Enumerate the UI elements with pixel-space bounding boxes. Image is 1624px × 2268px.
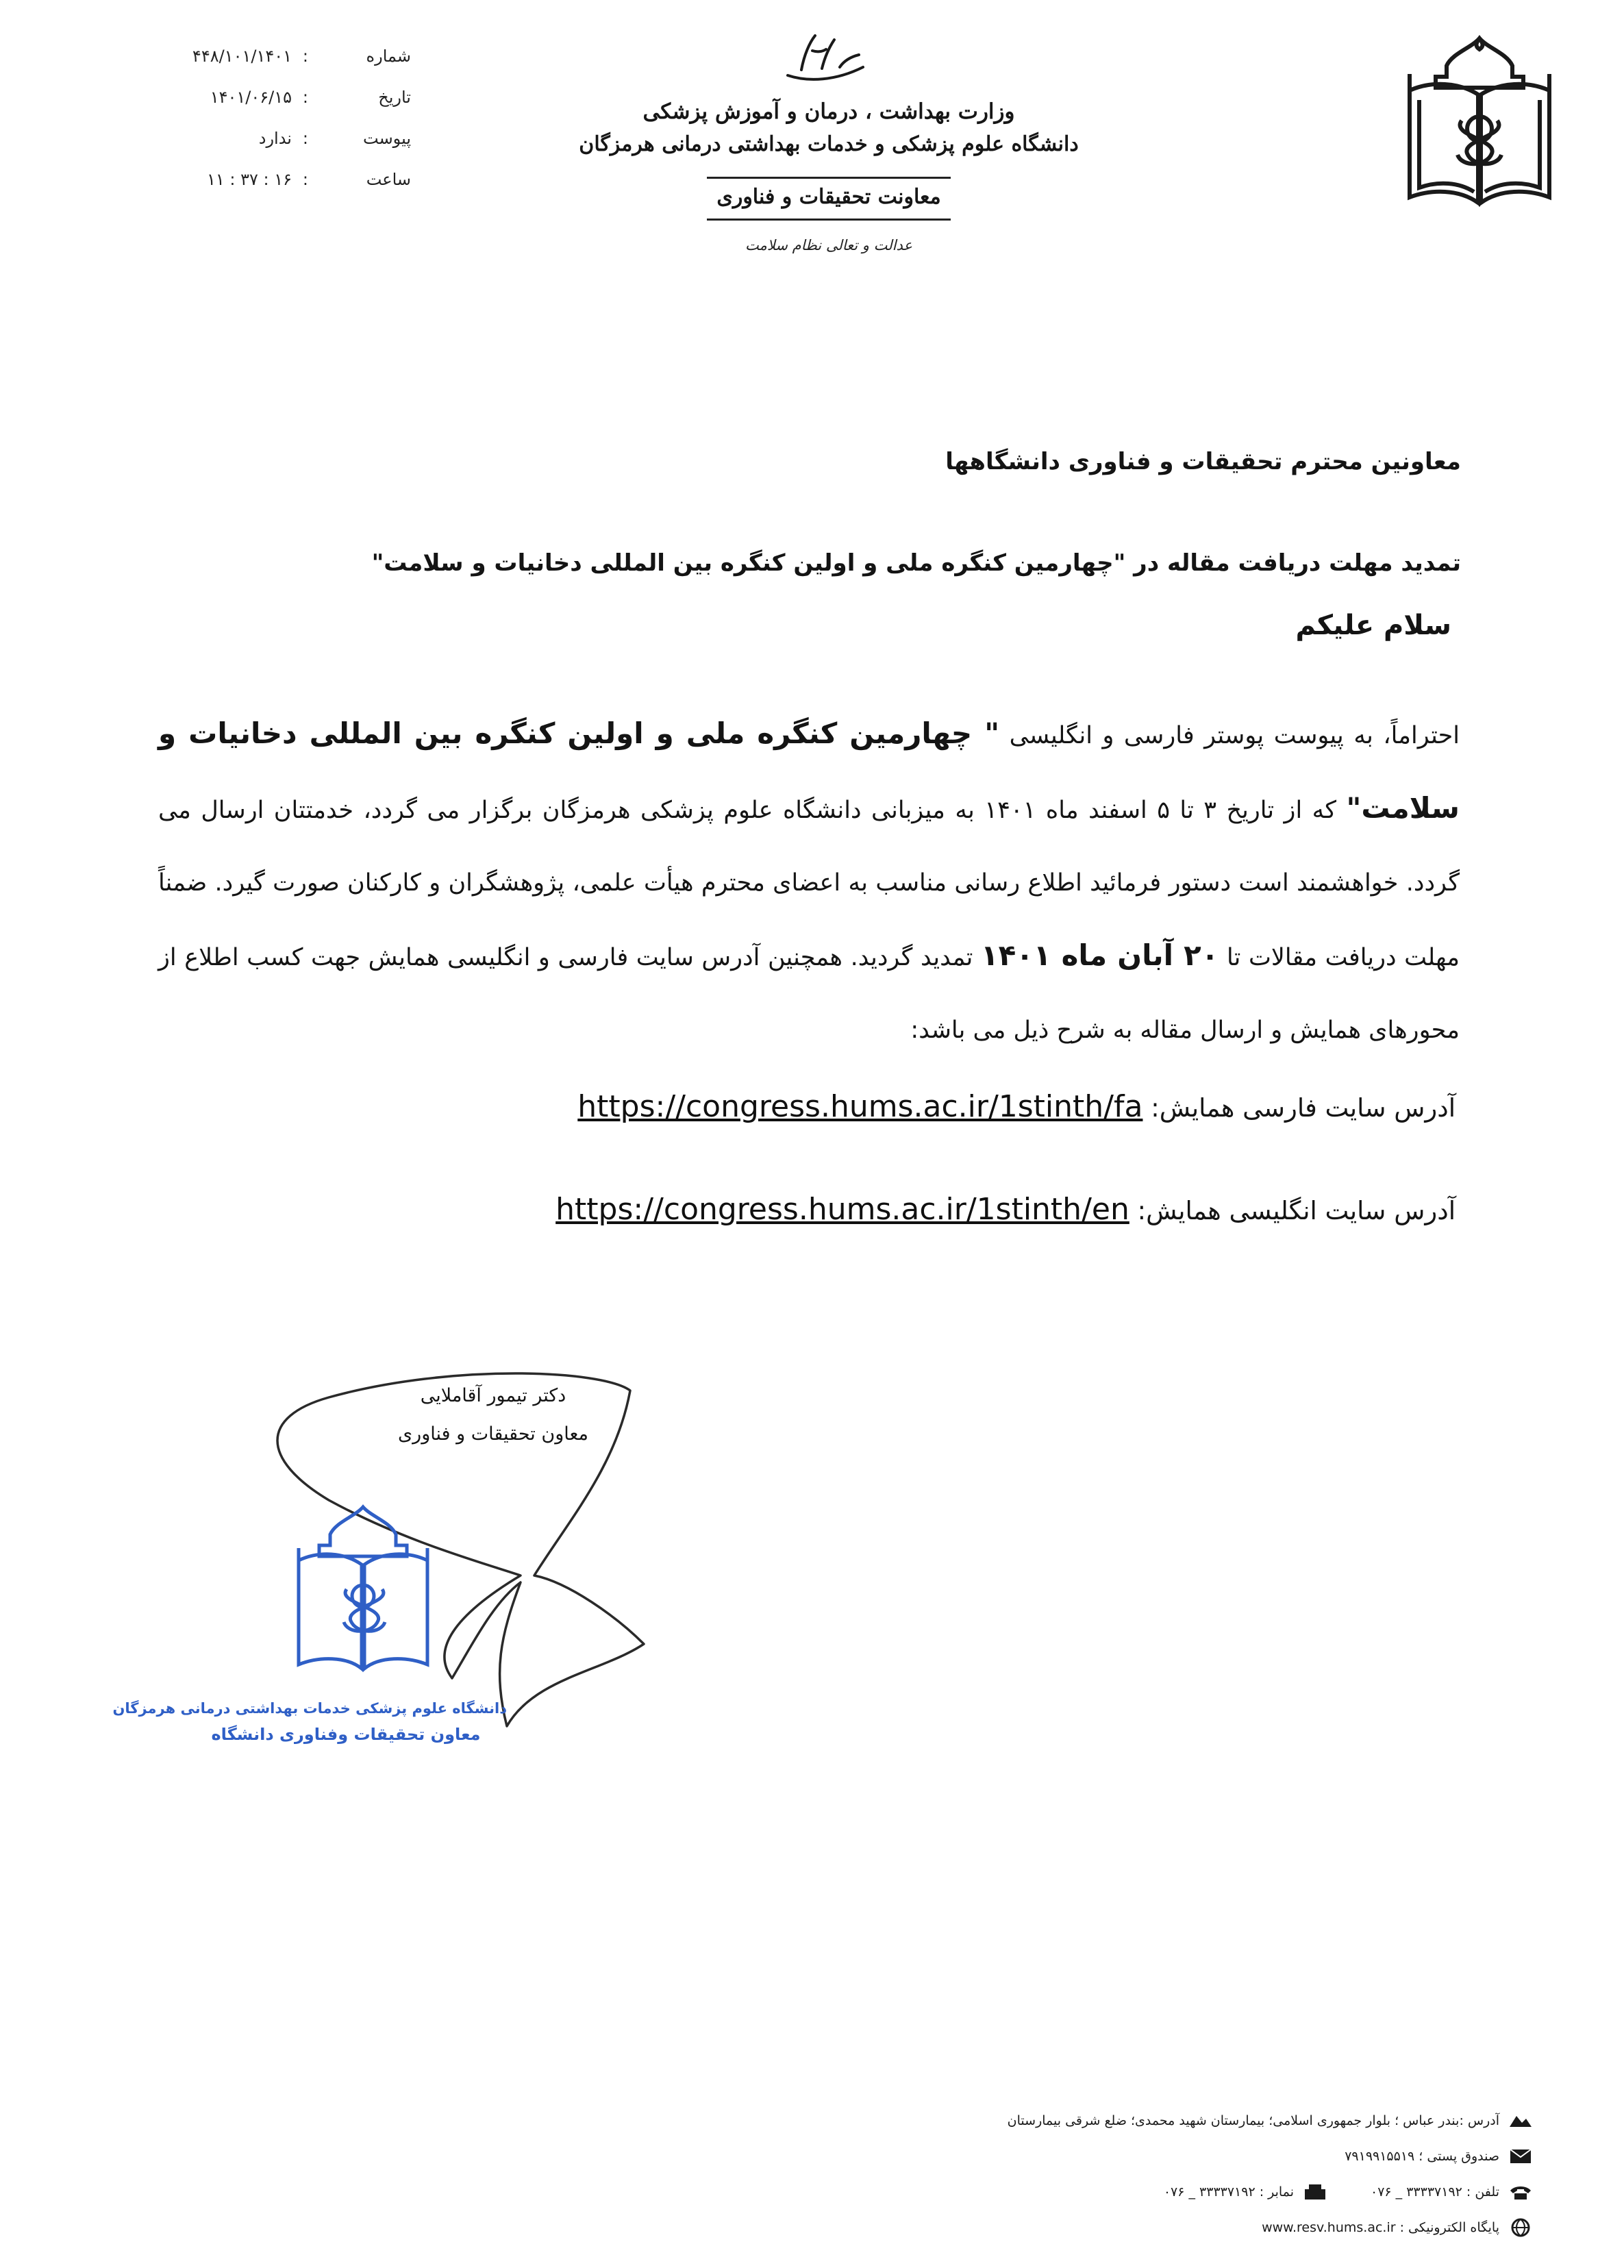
- meta-label: پیوست: [363, 129, 411, 148]
- persian-site-line: [577, 1089, 1456, 1124]
- university-logo-icon: [1404, 33, 1555, 210]
- slogan: عدالت و تعالی نظام سلامت: [745, 237, 912, 253]
- footer-phone-row: [850, 2174, 1535, 2210]
- footer-address-row: [850, 2103, 1535, 2139]
- meta-row-number: [158, 36, 411, 77]
- persian-site-label: آدرس سایت فارسی همایش:: [1151, 1093, 1456, 1123]
- meta-row-attachment: [158, 118, 411, 159]
- body-intro: احتراماً، به پیوست پوستر فارسی و انگلیسی: [999, 722, 1460, 749]
- meta-label: شماره: [366, 47, 411, 66]
- globe-icon: [1506, 2218, 1535, 2237]
- meta-value: ۴۴۸/۱۰۱/۱۴۰۱: [192, 47, 292, 66]
- signer-title: معاون تحقیقات و فناوری: [398, 1423, 588, 1445]
- footer-website[interactable]: پایگاه الکترونیکی : www.resv.hums.ac.ir: [1262, 2220, 1499, 2235]
- map-icon: [1506, 2111, 1535, 2130]
- congress-name: " چهارمین کنگره ملی و اولین کنگره بین المللی دخانیات و سلامت": [158, 716, 1460, 825]
- persian-site-link[interactable]: https://congress.hums.ac.ir/1stinth/fa: [577, 1089, 1143, 1124]
- ministry-name: وزارت بهداشت ، درمان و آموزش پزشکی: [642, 99, 1015, 124]
- deputy-title-box: [707, 177, 950, 221]
- meta-value: ۱۴۰۱/۰۶/۱۵: [210, 88, 292, 107]
- footer-fax: نمابر : ۳۳۳۳۷۱۹۲ _ ۰۷۶: [1163, 2184, 1294, 2200]
- meta-colon: :: [302, 47, 308, 66]
- deadline-date: ۲۰ آبان ماه ۱۴۰۱: [981, 938, 1219, 972]
- english-site-label: آدرس سایت انگلیسی همایش:: [1137, 1196, 1456, 1225]
- stamp-line-2: معاون تحقیقات وفناوری دانشگاه: [211, 1725, 481, 1744]
- stamp-line-1: دانشگاه علوم پزشکی خدمات بهداشتی درمانی هرمزگان: [112, 1700, 507, 1717]
- stamp-text: [112, 1696, 507, 1748]
- footer-address: آدرس :بندر عباس ؛ بلوار جمهوری اسلامی؛ بیمارستان شهید محمدی؛ ضلع شرقی بیمارستان: [1007, 2113, 1499, 2128]
- meta-row-date: [158, 77, 411, 118]
- letter-metadata: [158, 36, 411, 200]
- meta-colon: :: [302, 170, 308, 189]
- meta-colon: :: [302, 129, 308, 148]
- subject-line: تمدید مهلت دریافت مقاله در "چهارمین کنگره ملی و اولین کنگره بین المللی دخانیات و سلامت": [371, 549, 1461, 577]
- letterhead: [534, 96, 1123, 253]
- fax-icon: [1301, 2182, 1329, 2202]
- meta-label: تاریخ: [378, 88, 411, 107]
- deputy-title: معاونت تحقیقات و فناوری: [716, 185, 941, 209]
- footer-contacts: [850, 2103, 1535, 2245]
- body-middle: که از تاریخ ۳ تا ۵ اسفند ماه ۱۴۰۱ به میزبانی دانشگاه علوم پزشکی هرمزگان برگزار می گردد، خدمتتان ارسال می گردد. خواهشمند است دستور فرمائید اطلاع رسانی مناسب به اعضای محترم هیأت علمی، پژوهشگران و کارکنان صورت گیرد. ضمناً مهلت دریافت مقالات تا: [158, 797, 1460, 971]
- greeting: سلام علیکم: [1295, 610, 1451, 641]
- english-site-link[interactable]: https://congress.hums.ac.ir/1stinth/en: [555, 1192, 1129, 1227]
- meta-label: ساعت: [366, 170, 411, 189]
- body-paragraph: [158, 697, 1460, 1067]
- meta-value: ۱۱ : ۳۷ : ۱۶: [206, 170, 292, 189]
- meta-colon: :: [302, 88, 308, 107]
- addressee: معاونین محترم تحقیقات و فناوری دانشگاهها: [945, 448, 1461, 475]
- calligraphy-mark-icon: [774, 27, 877, 89]
- footer-pobox-row: [850, 2139, 1535, 2174]
- university-name: دانشگاه علوم پزشکی و خدمات بهداشتی درمانی هرمزگان: [579, 132, 1079, 156]
- mail-icon: [1506, 2147, 1535, 2166]
- english-site-line: [555, 1192, 1456, 1227]
- footer-website-row: [850, 2210, 1535, 2245]
- footer-pobox: صندوق پستی ؛ ۷۹۱۹۹۱۵۵۱۹: [1345, 2149, 1499, 2164]
- footer-phone: تلفن : ۳۳۳۳۷۱۹۲ _ ۰۷۶: [1371, 2184, 1499, 2200]
- meta-value: ندارد: [258, 129, 292, 148]
- phone-icon: [1506, 2182, 1535, 2202]
- meta-row-time: [158, 159, 411, 200]
- signer-name: دکتر تیمور آقاملایی: [420, 1385, 566, 1406]
- body-end: تمدید گردید. همچنین آدرس سایت فارسی و انگلیسی همایش جهت کسب اطلاع از محورهای همایش و ارسال مقاله به شرح ذیل می باشد:: [158, 944, 1460, 1044]
